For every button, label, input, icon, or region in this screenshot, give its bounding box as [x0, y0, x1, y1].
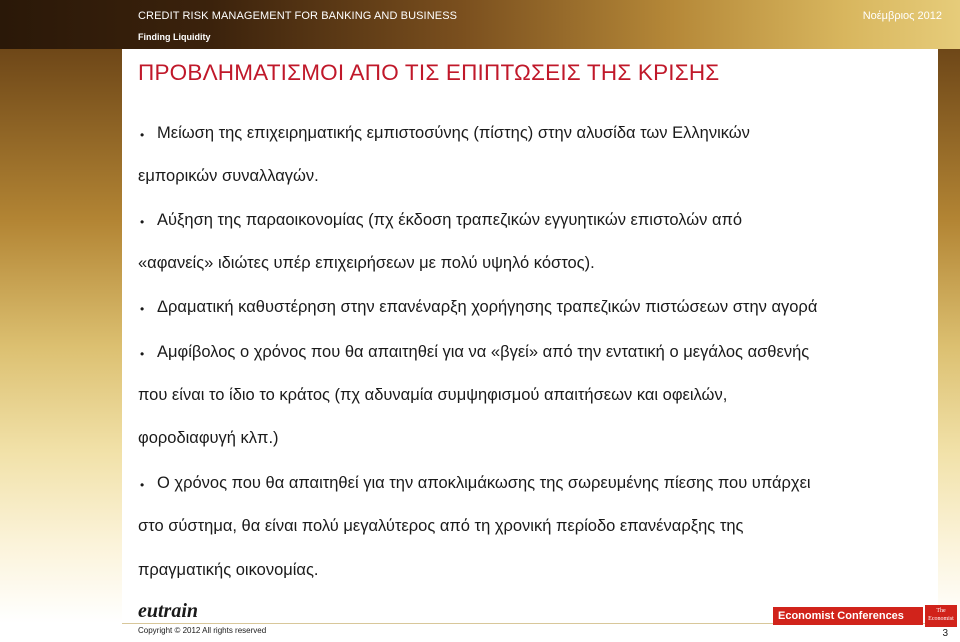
bullet-line: Αύξηση της παραοικονομίας (πχ έκδοση τραπεζικών εγγυητικών επιστολών από [157, 211, 743, 229]
bullet-line: Ο χρόνος που θα απαιτηθεί για την αποκλιμάκωσης της σωρευμένης πίεσης που υπάρχει [157, 474, 811, 492]
bullet-icon: • [140, 478, 145, 492]
bullet-line: πραγματικής οικονομίας. [138, 561, 319, 579]
bullet-line: εμπορικών συναλλαγών. [138, 167, 319, 185]
bullet-line: στο σύστημα, θα είναι πολύ μεγαλύτερος από τη χρονική περίοδο επανέναρξης της [138, 517, 744, 535]
bullet-line: που είναι το ίδιο το κράτος (πχ αδυναμία συμψηφισμού απαιτήσεων και οφειλών, [138, 386, 728, 404]
bullet-line: Μείωση της επιχειρηματικής εμπιστοσύνης (πίστης) στην αλυσίδα των Ελληνικών [157, 124, 750, 142]
left-gold-panel [0, 49, 122, 623]
header-subtitle: Finding Liquidity [138, 32, 211, 42]
right-gold-panel [938, 49, 960, 623]
bullet-line: «αφανείς» ιδιώτες υπέρ επιχειρήσεων με πολύ υψηλό κόστος). [138, 254, 595, 272]
copyright-text: Copyright © 2012 All rights reserved [138, 626, 267, 635]
bullet-icon: • [140, 128, 145, 142]
header-title: CREDIT RISK MANAGEMENT FOR BANKING AND BUSINESS [138, 10, 458, 22]
bullet-line: Αμφίβολος ο χρόνος που θα απαιτηθεί για να «βγεί» από την εντατική ο μεγάλος ασθενής [157, 343, 810, 361]
bullet-icon: • [140, 347, 145, 361]
economist-logo [925, 605, 957, 627]
header-bar [0, 0, 960, 49]
eutrain-logo: eutrain [138, 600, 199, 622]
economist-conferences-logo: Economist Conferences [773, 607, 923, 625]
economist-logo-line2: Economist [928, 616, 954, 622]
economist-logo-line1: The [936, 608, 946, 614]
bullet-icon: • [140, 302, 145, 316]
bullet-line: Δραματική καθυστέρηση στην επανέναρξη χορήγησης τραπεζικών πιστώσεων στην αγορά [157, 298, 818, 316]
slide-title: ΠΡΟΒΛΗΜΑΤΙΣΜΟΙ ΑΠΟ ΤΙΣ ΕΠΙΠΤΩΣΕΙΣ ΤΗΣ ΚΡΙΣΗΣ [138, 60, 720, 85]
header-date: Νοέμβριος 2012 [862, 10, 942, 22]
bullet-icon: • [140, 215, 145, 229]
page-number: 3 [942, 628, 948, 639]
bullet-line: φοροδιαφυγή κλπ.) [138, 429, 279, 447]
